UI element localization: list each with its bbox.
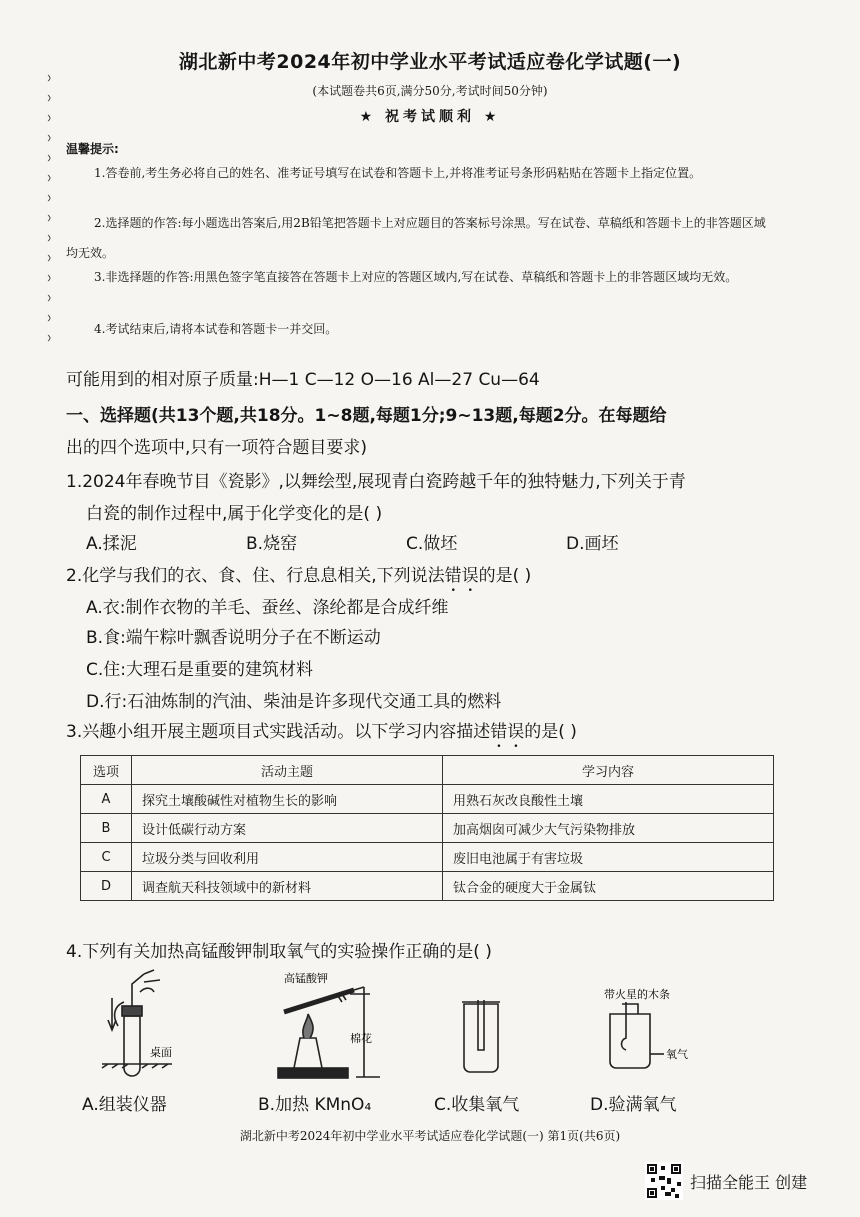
q2-option-c: C.住:大理石是重要的建筑材料 [86,660,314,680]
q3-stem-emphasis: 错误 [490,722,525,742]
table-cell: D [81,872,132,901]
q1-option-d: D.画坯 [566,534,619,554]
scanner-brand: 扫描全能王 创建 [690,1173,808,1192]
q4-stem: 4.下列有关加热高锰酸钾制取氧气的实验操作正确的是( ) [66,942,492,962]
q3-stem-text-end: 的是( ) [524,722,577,742]
section-heading-cont: 出的四个选项中,只有一项符合题目要求) [66,438,368,458]
q2-stem [66,560,786,596]
tips-heading: 温馨提示: [66,142,119,156]
q2-option-d: D.行:石油炼制的汽油、柴油是许多现代交通工具的燃料 [86,692,502,712]
figure-d-check-oxygen [596,984,706,1084]
tip-item: 4.考试结束后,请将本试卷和答题卡一并交回。 [94,322,338,336]
q1-stem-cont: 白瓷的制作过程中,属于化学变化的是( ) [86,504,383,524]
q1-stem: 1.2024年春晚节目《瓷影》,以舞绘型,展现青白瓷跨越千年的独特魅力,下列关于青 [66,472,686,492]
figure-a-assemble-apparatus [92,968,192,1080]
table-header: 选项 [81,756,132,785]
q1-option-c: C.做坯 [406,534,458,554]
label-oxygen: 氧气 [666,1048,688,1061]
figure-b-heating-kmno4 [270,968,390,1084]
table-cell: 探究土壤酸碱性对植物生长的影响 [132,785,443,814]
q2-option-b: B.食:端午粽叶飘香说明分子在不断运动 [86,628,381,648]
table-cell: B [81,814,132,843]
table-row [81,785,774,814]
q3-stem-text: 3.兴趣小组开展主题项目式实践活动。以下学习内容描述 [66,722,491,742]
q2-option-a: A.衣:制作衣物的羊毛、蚕丝、涤纶都是合成纤维 [86,598,449,618]
table-cell: 用熟石灰改良酸性土壤 [443,785,774,814]
table-cell: 垃圾分类与回收利用 [132,843,443,872]
q1-option-b: B.烧窑 [246,534,298,554]
page-footer: 湖北新中考2024年初中学业水平考试适应卷化学试题(一) 第1页(共6页) [239,1129,621,1143]
table-row [81,814,774,843]
label-cotton: 棉花 [350,1032,372,1045]
atomic-masses: 可能用到的相对原子质量:H—1 C—12 O—16 Al—27 Cu—64 [66,370,540,390]
q2-stem-text: 2.化学与我们的衣、食、住、行息息相关,下列说法 [66,566,445,586]
q2-stem-emphasis: 错误 [444,566,479,586]
q1-option-a: A.揉泥 [86,534,137,554]
tip-item: 1.答卷前,考生务必将自己的姓名、准考证号填写在试卷和答题卡上,并将准考证号条形码粘贴在答题卡上指定位置。 [94,166,702,180]
table-cell: 钛合金的硬度大于金属钛 [443,872,774,901]
section-heading: 一、选择题(共13个题,共18分。1~8题,每题1分;9~13题,每题2分。在每题给 [66,406,667,426]
figure-c-collect-oxygen [444,1000,524,1080]
q3-table [80,755,774,901]
table-cell: 废旧电池属于有害垃圾 [443,843,774,872]
q1-options [86,528,726,560]
q4-caption-b: B.加热 KMnO₄ [258,1095,372,1115]
table-cell: 加高烟囱可减少大气污染物排放 [443,814,774,843]
table-cell: 设计低碳行动方案 [132,814,443,843]
table-header: 学习内容 [443,756,774,785]
q4-caption-c: C.收集氧气 [434,1095,520,1115]
qr-code-icon [645,1162,683,1200]
table-row [81,843,774,872]
q2-stem-text-end: 的是( ) [478,566,532,586]
q4-caption-a: A.组装仪器 [82,1095,167,1115]
table-cell: A [81,785,132,814]
tip-item: 2.选择题的作答:每小题选出答案后,用2B铅笔把答题卡上对应题目的答案标号涂黑。写在试卷、草稿纸和答题卡上的非答题区域均无效。 [66,216,766,260]
q3-stem [66,716,786,752]
tip-item: 3.非选择题的作答:用黑色签字笔直接答在答题卡上对应的答题区域内,写在试卷、草稿纸和答题卡上的非答题区域均无效。 [94,270,738,284]
label-splint: 带火星的木条 [604,988,670,1001]
table-cell: C [81,843,132,872]
label-kmno4: 高锰酸钾 [284,972,328,985]
table-row [81,872,774,901]
table-cell: 调查航天科技领域中的新材料 [132,872,443,901]
q4-caption-d: D.验满氧气 [590,1095,677,1115]
table-header: 活动主题 [132,756,443,785]
exam-motto: ★ 祝考试顺利 ★ [359,109,501,125]
label-desk: 桌面 [150,1046,172,1059]
exam-title: 湖北新中考2024年初中学业水平考试适应卷化学试题(一) [178,51,682,73]
exam-subtitle: (本试题卷共6页,满分50分,考试时间50分钟) [312,84,548,98]
table-header-row [81,756,774,785]
